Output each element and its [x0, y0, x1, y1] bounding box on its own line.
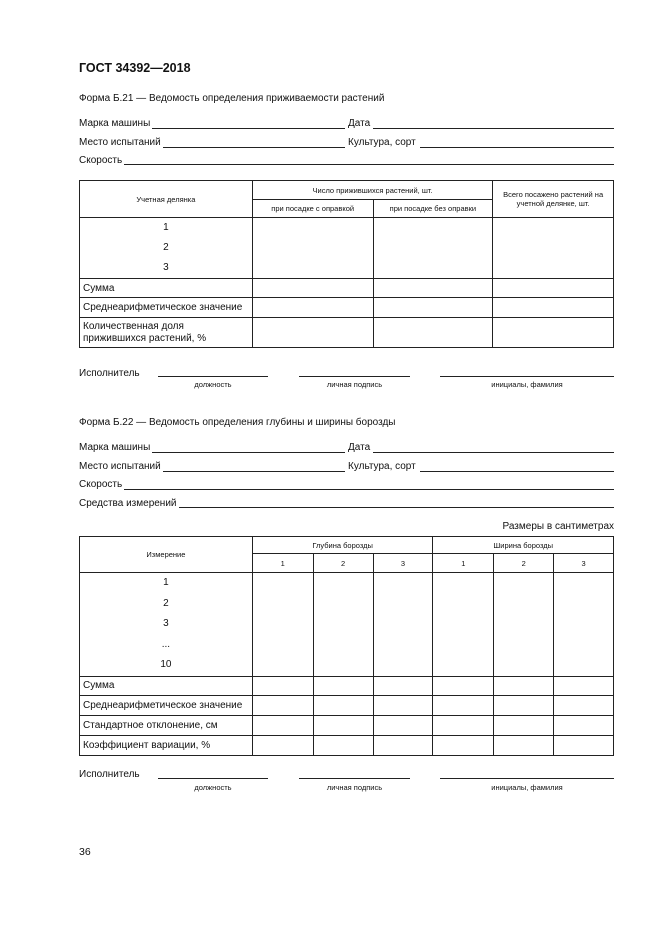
row-label-sum: Сумма [80, 279, 253, 298]
form22-speed-field[interactable] [124, 489, 614, 490]
table-cell[interactable] [313, 715, 373, 735]
form21-title: Форма Б.21 — Ведомость определения приживаемости растений [79, 93, 385, 104]
table-cell[interactable] [373, 676, 433, 695]
form21-signature-line[interactable] [299, 376, 410, 377]
table-cell[interactable] [313, 573, 373, 677]
row-label-mean: Среднеарифметическое значение [80, 298, 253, 318]
form22-signature-line[interactable] [299, 778, 410, 779]
measure-numbers-cell [80, 573, 253, 677]
row-label-std: Стандартное отклонение, см [80, 715, 253, 735]
table-cell[interactable] [373, 715, 433, 735]
row-label-mean: Среднеарифметическое значение [80, 695, 253, 715]
table-cell[interactable] [252, 715, 313, 735]
form22-signature-caption: личная подпись [326, 783, 383, 792]
table-cell[interactable] [252, 695, 313, 715]
form21-name-line[interactable] [440, 376, 614, 377]
header-measure: Измерение [80, 537, 253, 573]
table-cell[interactable] [554, 676, 614, 695]
form21-date-label: Дата [348, 118, 371, 129]
depth-sub-3: 3 [373, 554, 433, 573]
width-sub-2: 2 [494, 554, 554, 573]
table-cell[interactable] [433, 573, 494, 677]
table-cell[interactable] [252, 218, 373, 279]
table-cell[interactable] [494, 676, 554, 695]
form21-executor-label: Исполнитель [79, 368, 140, 379]
width-sub-1: 1 [433, 554, 494, 573]
form22-instruments-field[interactable] [179, 507, 614, 508]
table-cell[interactable] [252, 676, 313, 695]
table-cell[interactable] [433, 676, 494, 695]
form22-crop-field[interactable] [420, 471, 614, 472]
form21-table [79, 180, 614, 348]
plot-num: 1 [163, 222, 169, 233]
measure-num: 2 [163, 597, 169, 609]
document-header: ГОСТ 34392—2018 [79, 61, 191, 75]
form21-date-field[interactable] [373, 128, 614, 129]
table-cell[interactable] [554, 735, 614, 755]
table-cell[interactable] [313, 676, 373, 695]
table-cell[interactable] [493, 298, 614, 318]
form21-speed-field[interactable] [124, 164, 614, 165]
form21-crop-field[interactable] [420, 147, 614, 148]
row-label-sum: Сумма [80, 676, 253, 695]
header-with-mandrel: при посадке с оправкой [252, 200, 373, 218]
table-cell[interactable] [494, 715, 554, 735]
measure-num: ... [161, 638, 171, 650]
plot-numbers-cell [80, 218, 253, 279]
depth-sub-2: 2 [313, 554, 373, 573]
plot-num: 2 [163, 242, 169, 253]
table-cell[interactable] [252, 298, 373, 318]
header-without-mandrel: при посадке без оправки [373, 200, 493, 218]
form22-date-label: Дата [348, 442, 371, 453]
form22-units-note: Размеры в сантиметрах [502, 521, 614, 532]
table-cell[interactable] [373, 573, 433, 677]
form22-date-field[interactable] [373, 452, 614, 453]
form22-place-field[interactable] [163, 471, 345, 472]
table-cell[interactable] [433, 735, 494, 755]
form21-machine-field[interactable] [152, 128, 345, 129]
form22-name-caption: инициалы, фамилия [491, 783, 563, 792]
table-cell[interactable] [554, 715, 614, 735]
table-cell[interactable] [313, 735, 373, 755]
table-cell[interactable] [373, 318, 493, 348]
table-cell[interactable] [554, 695, 614, 715]
row-label-share: Количественная доля прижившихся растений, % [80, 318, 253, 348]
table-cell[interactable] [373, 218, 493, 279]
table-cell[interactable] [493, 318, 614, 348]
row-label-cv: Коэффициент вариации, % [80, 735, 253, 755]
width-sub-3: 3 [554, 554, 614, 573]
form22-speed-label: Скорость [79, 479, 123, 490]
form22-position-caption: должность [194, 783, 232, 792]
plot-num: 3 [163, 262, 169, 273]
form21-position-line[interactable] [158, 376, 268, 377]
form21-signature-caption: личная подпись [326, 380, 383, 389]
table-cell[interactable] [493, 279, 614, 298]
form21-name-caption: инициалы, фамилия [491, 380, 563, 389]
table-cell[interactable] [433, 715, 494, 735]
table-cell[interactable] [252, 573, 313, 677]
form21-speed-label: Скорость [79, 155, 123, 166]
form22-executor-label: Исполнитель [79, 769, 140, 780]
table-cell[interactable] [433, 695, 494, 715]
table-cell[interactable] [373, 279, 493, 298]
header-depth: Глубина борозды [252, 537, 433, 554]
form21-crop-label: Культура, сорт [348, 137, 416, 148]
table-cell[interactable] [494, 735, 554, 755]
form22-crop-label: Культура, сорт [348, 461, 416, 472]
table-cell[interactable] [494, 573, 554, 677]
form22-instruments-label: Средства измерений [79, 498, 177, 509]
form22-title: Форма Б.22 — Ведомость определения глубины и ширины борозды [79, 417, 396, 428]
table-cell[interactable] [252, 279, 373, 298]
measure-num: 3 [163, 618, 169, 629]
form21-place-field[interactable] [163, 147, 345, 148]
form21-machine-label: Марка машины [79, 118, 151, 129]
table-cell[interactable] [252, 735, 313, 755]
form22-name-line[interactable] [440, 778, 614, 779]
table-cell[interactable] [373, 298, 493, 318]
table-cell[interactable] [313, 695, 373, 715]
header-survived: Число прижившихся растений, шт. [252, 181, 492, 200]
table-cell[interactable] [554, 573, 614, 677]
depth-sub-1: 1 [252, 554, 313, 573]
form21-position-caption: должность [194, 380, 232, 389]
measure-num: 1 [163, 577, 169, 588]
table-cell[interactable] [373, 695, 433, 715]
table-cell[interactable] [493, 218, 614, 279]
table-cell[interactable] [252, 318, 373, 348]
measure-num: 10 [160, 659, 172, 670]
form22-table [79, 536, 614, 756]
header-width: Ширина борозды [433, 537, 614, 554]
form21-place-label: Место испытаний [79, 137, 161, 148]
header-total-planted: Всего посажено растений на учетной делянке, шт. [493, 181, 614, 218]
page-number: 36 [79, 846, 91, 858]
table-cell[interactable] [494, 695, 554, 715]
header-plot: Учетная делянка [80, 181, 253, 218]
table-cell[interactable] [373, 735, 433, 755]
form22-place-label: Место испытаний [79, 461, 161, 472]
form22-machine-label: Марка машины [79, 442, 151, 453]
form22-position-line[interactable] [158, 778, 268, 779]
form22-machine-field[interactable] [152, 452, 345, 453]
